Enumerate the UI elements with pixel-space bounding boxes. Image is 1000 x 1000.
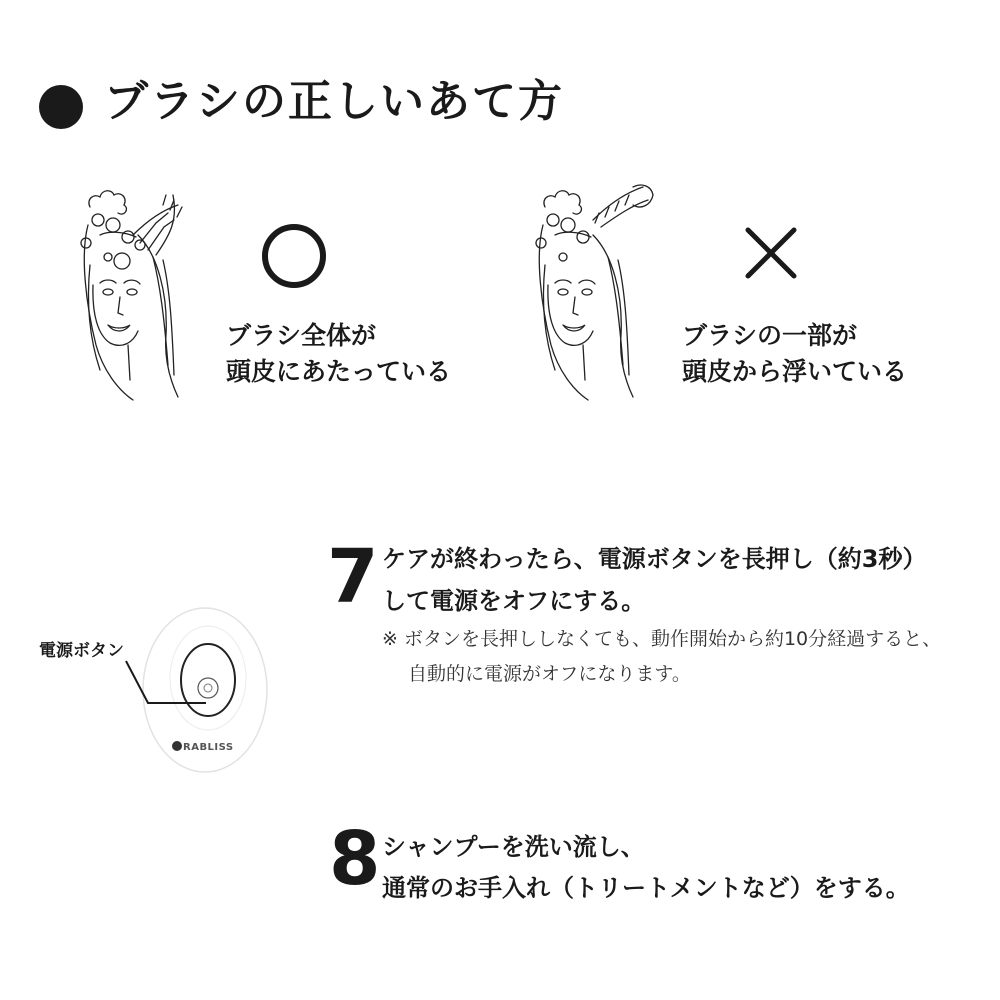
correct-caption-line2: 頭皮にあたっている [226, 357, 452, 386]
step-7-text-line1: ケアが終わったら、電源ボタンを長押し（約3秒） [382, 545, 927, 573]
step-number-8: 8 [329, 816, 381, 902]
power-button-leader-line [80, 657, 220, 713]
step-number-7: 7 [327, 534, 379, 620]
step-8-text-line1: シャンプーを洗い流し、 [382, 833, 645, 861]
brand-logo-icon [172, 741, 182, 751]
power-button-label: 電源ボタン [39, 641, 124, 661]
illustration-incorrect-brushing [533, 165, 668, 415]
incorrect-caption-line1: ブラシの一部が [682, 321, 858, 350]
illustration-correct-brushing [78, 165, 213, 415]
brand-label: RABLISS [183, 742, 234, 753]
step-7-note-line1: ※ ボタンを長押ししなくても、動作開始から約10分経過すると、 [382, 628, 942, 650]
correct-caption-line1: ブラシ全体が [226, 321, 377, 350]
step-7-text-line2: して電源をオフにする。 [382, 587, 646, 615]
correct-caption [226, 318, 451, 390]
incorrect-caption-line2: 頭皮から浮いている [682, 357, 908, 386]
step-7-note-line2: 自動的に電源がオフになります。 [408, 663, 691, 685]
heading-bullet [39, 85, 83, 129]
page-title: ブラシの正しいあて方 [104, 76, 564, 127]
step-8-text-line2: 通常のお手入れ（トリートメントなど）をする。 [382, 874, 910, 902]
correct-circle-icon [262, 224, 326, 288]
incorrect-caption [682, 318, 907, 390]
incorrect-cross-icon [742, 224, 800, 282]
